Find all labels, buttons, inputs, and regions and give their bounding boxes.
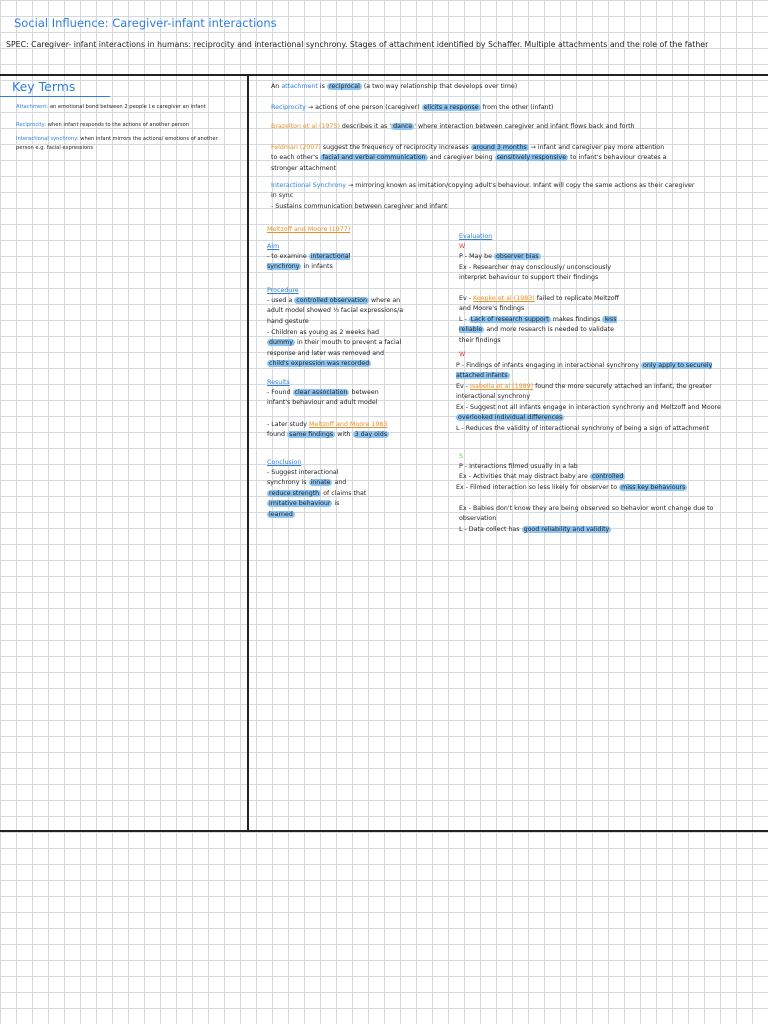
strength-explain-3: Ex - Babies don't know they are being observed so behavior wont change due to observation	[459, 505, 714, 523]
text-fragment: attachment	[281, 83, 318, 90]
text-fragment: P - May be	[459, 253, 494, 260]
strength-explain-1	[459, 472, 724, 482]
note-attachment	[271, 82, 741, 92]
text-fragment: 3 day olds	[354, 431, 388, 439]
text-fragment: good reliability and validity	[523, 526, 610, 533]
term-definition: when infant mirrors the actions/ emotions of another person e.g. facial expressions	[16, 136, 218, 151]
text-fragment: reduce strength	[269, 489, 320, 497]
conclusion-heading: Conclusion	[267, 459, 302, 466]
term-definition: when infant responds to the actions of another person	[46, 122, 190, 128]
text-fragment: reciprocal	[328, 83, 360, 90]
text-fragment: imitative behaviour	[269, 500, 331, 508]
text-fragment: - Found	[267, 389, 293, 396]
results-heading: Results	[267, 379, 290, 386]
bottom-divider	[0, 830, 768, 832]
text-fragment: Ev -	[459, 295, 473, 302]
text-fragment: miss key behaviours	[621, 484, 686, 491]
text-fragment: Feldman (2007)	[271, 144, 321, 151]
page-title: Social Influence: Caregiver-infant interactions	[14, 16, 277, 30]
weakness-2-link: L - Reduces the validity of interactional synchrony of being a sign of attachment	[456, 425, 710, 432]
procedure-text	[267, 296, 412, 327]
text-fragment: to infant's behaviour creates a stronger attachment	[271, 154, 667, 172]
text-fragment: L - Data collect has	[459, 526, 522, 533]
weakness-2-point	[456, 361, 726, 382]
text-fragment: - Suggest interactional synchrony is	[267, 469, 339, 487]
spec-line: SPEC: Caregiver- infant interactions in humans: reciprocity and interactional synchrony. Stages of attachment identified by Schaffer. Multiple attachments and the role of the father	[6, 40, 709, 49]
text-fragment: around 3 months	[472, 144, 527, 151]
text-fragment: → infant and caregiver pay more attention to each other's	[271, 144, 665, 162]
strength-explain-2	[456, 483, 696, 493]
text-fragment: - Later study	[267, 421, 310, 428]
note-sustains: - Sustains communication between caregiver and infant	[271, 203, 448, 210]
text-fragment: less reliable	[459, 316, 617, 334]
text-fragment: ' where interaction between caregiver and infant flows back and forth	[414, 123, 635, 130]
term-label: Attachment:	[16, 104, 49, 110]
text-fragment: dance	[393, 123, 413, 130]
key-terms-underline	[0, 96, 110, 97]
text-fragment: Ex - Activities that may distract baby are	[459, 473, 590, 480]
weakness-1-explain: Ex - Researcher may consciously/ unconsciously interpret behaviour to support their findings	[459, 264, 611, 282]
text-fragment: P - Findings of infants engaging in interactional synchrony	[456, 362, 641, 369]
text-fragment: clear association	[294, 389, 348, 396]
aim-heading: Aim	[267, 243, 280, 250]
column-divider	[247, 74, 249, 831]
text-fragment: makes findings	[550, 316, 603, 323]
text-fragment: facial and verbal communication	[322, 154, 426, 162]
text-fragment: and	[332, 479, 347, 487]
weakness-1-link	[459, 315, 629, 346]
weakness-2-label: W	[459, 351, 466, 358]
text-fragment: found the more securely attached an infant, the greater interactional synchrony	[456, 383, 712, 401]
text-fragment: failed to replicate Meltzoff and Moore's findings	[459, 295, 619, 313]
text-fragment: Koepke et al (1983)	[472, 295, 535, 302]
top-divider	[0, 74, 768, 76]
weakness-1-point	[459, 252, 724, 262]
text-fragment: overlooked individual differences	[458, 414, 563, 422]
note-reciprocity	[271, 103, 741, 113]
text-fragment: same findings	[289, 431, 334, 439]
strength-label: S	[459, 453, 463, 460]
text-fragment: interactional synchrony	[267, 253, 351, 271]
strength-link	[459, 525, 724, 535]
note-feldman	[271, 143, 671, 174]
text-fragment: sensitively responsive	[496, 154, 567, 162]
strength-point: P - Interactions filmed usually in a lab	[459, 463, 578, 470]
results-text	[267, 388, 392, 409]
term-label: Interactional synchrony:	[16, 136, 79, 142]
text-fragment: → mirroring known as imitation/copying adult's behaviour. Infant will copy the same actions as their caregiver in sync	[271, 182, 695, 200]
weakness-2-evidence	[456, 382, 726, 403]
text-fragment: innate	[310, 479, 331, 487]
procedure-text-2	[267, 328, 402, 370]
text-fragment: suggest the frequency of reciprocity increases	[320, 144, 471, 151]
text-fragment: - Children as young as 2 weeks had	[267, 329, 379, 336]
text-fragment: only apply to securely attached infants	[456, 362, 713, 380]
results-text-2	[267, 420, 392, 441]
term-label: Reciprocity:	[16, 122, 47, 128]
text-fragment: Ex - Suggest not all infants engage in interaction synchrony and Meltzoff and Moore	[456, 404, 721, 411]
term-definition: an emotional bond between 2 people I.e caregiver an infant	[48, 104, 206, 110]
text-fragment: is	[332, 500, 340, 508]
text-fragment: of claims that	[321, 489, 367, 497]
text-fragment: Lack of research support	[470, 316, 549, 323]
aim-text	[267, 252, 377, 273]
text-fragment: found	[267, 431, 288, 439]
text-fragment: in their mouth to prevent a facial response and later was removed and	[267, 339, 402, 357]
text-fragment: where an adult model showed ⅓ facial expressions/a hand gesture	[267, 297, 404, 325]
text-fragment: Brazelton et al (1975)	[271, 123, 340, 130]
text-fragment: learned	[269, 510, 293, 518]
text-fragment: describes it as '	[339, 123, 392, 130]
text-fragment: Isabella et al (1989)	[469, 383, 534, 390]
text-fragment: in infants	[301, 263, 333, 271]
key-term-attachment	[16, 103, 244, 112]
text-fragment: and caregiver being	[427, 154, 495, 162]
weakness-1-label: W	[459, 243, 466, 250]
note-brazelton	[271, 122, 666, 132]
key-terms-title: Key Terms	[12, 79, 76, 94]
conclusion-text	[267, 468, 367, 520]
text-fragment: dummy	[269, 339, 293, 347]
text-fragment: Reciprocity	[271, 104, 306, 111]
text-fragment: Interactional Synchrony	[271, 182, 346, 189]
note-interactional-synchrony	[271, 181, 701, 202]
evaluation-heading: Evaluation	[459, 233, 493, 240]
text-fragment: L -	[459, 316, 469, 323]
weakness-1-evidence	[459, 294, 624, 315]
weakness-2-explain	[456, 403, 726, 424]
text-fragment: controlled observation	[296, 297, 367, 304]
text-fragment: and more research is needed to validate their findings	[459, 326, 614, 344]
text-fragment: from the other (infant)	[480, 104, 554, 111]
text-fragment: An	[271, 83, 282, 90]
text-fragment: - used a	[267, 297, 295, 304]
text-fragment: observer bias	[495, 253, 539, 260]
text-fragment: controlled	[591, 473, 624, 480]
procedure-heading: Procedure	[267, 287, 299, 294]
text-fragment: child's expression was recorded	[269, 360, 370, 368]
text-fragment: Meltzoff and Moore 1983	[309, 421, 388, 428]
text-fragment: - to examine	[267, 253, 309, 260]
text-fragment: between infant's behaviour and adult model	[267, 389, 379, 407]
key-term-interactional-synchrony	[16, 135, 228, 152]
key-term-reciprocity	[16, 121, 244, 130]
study-title: Meltzoff and Moore (1977)	[267, 226, 351, 233]
text-fragment: → actions of one person (caregiver)	[305, 104, 422, 111]
text-fragment: (a two way relationship that develops over time)	[361, 83, 518, 90]
text-fragment: Ex - Filmed interaction so less likely for observer to	[456, 484, 620, 491]
text-fragment: elicits a response	[423, 104, 479, 111]
text-fragment: with	[335, 431, 353, 439]
text-fragment: is	[317, 83, 327, 90]
text-fragment: Ev -	[456, 383, 470, 390]
